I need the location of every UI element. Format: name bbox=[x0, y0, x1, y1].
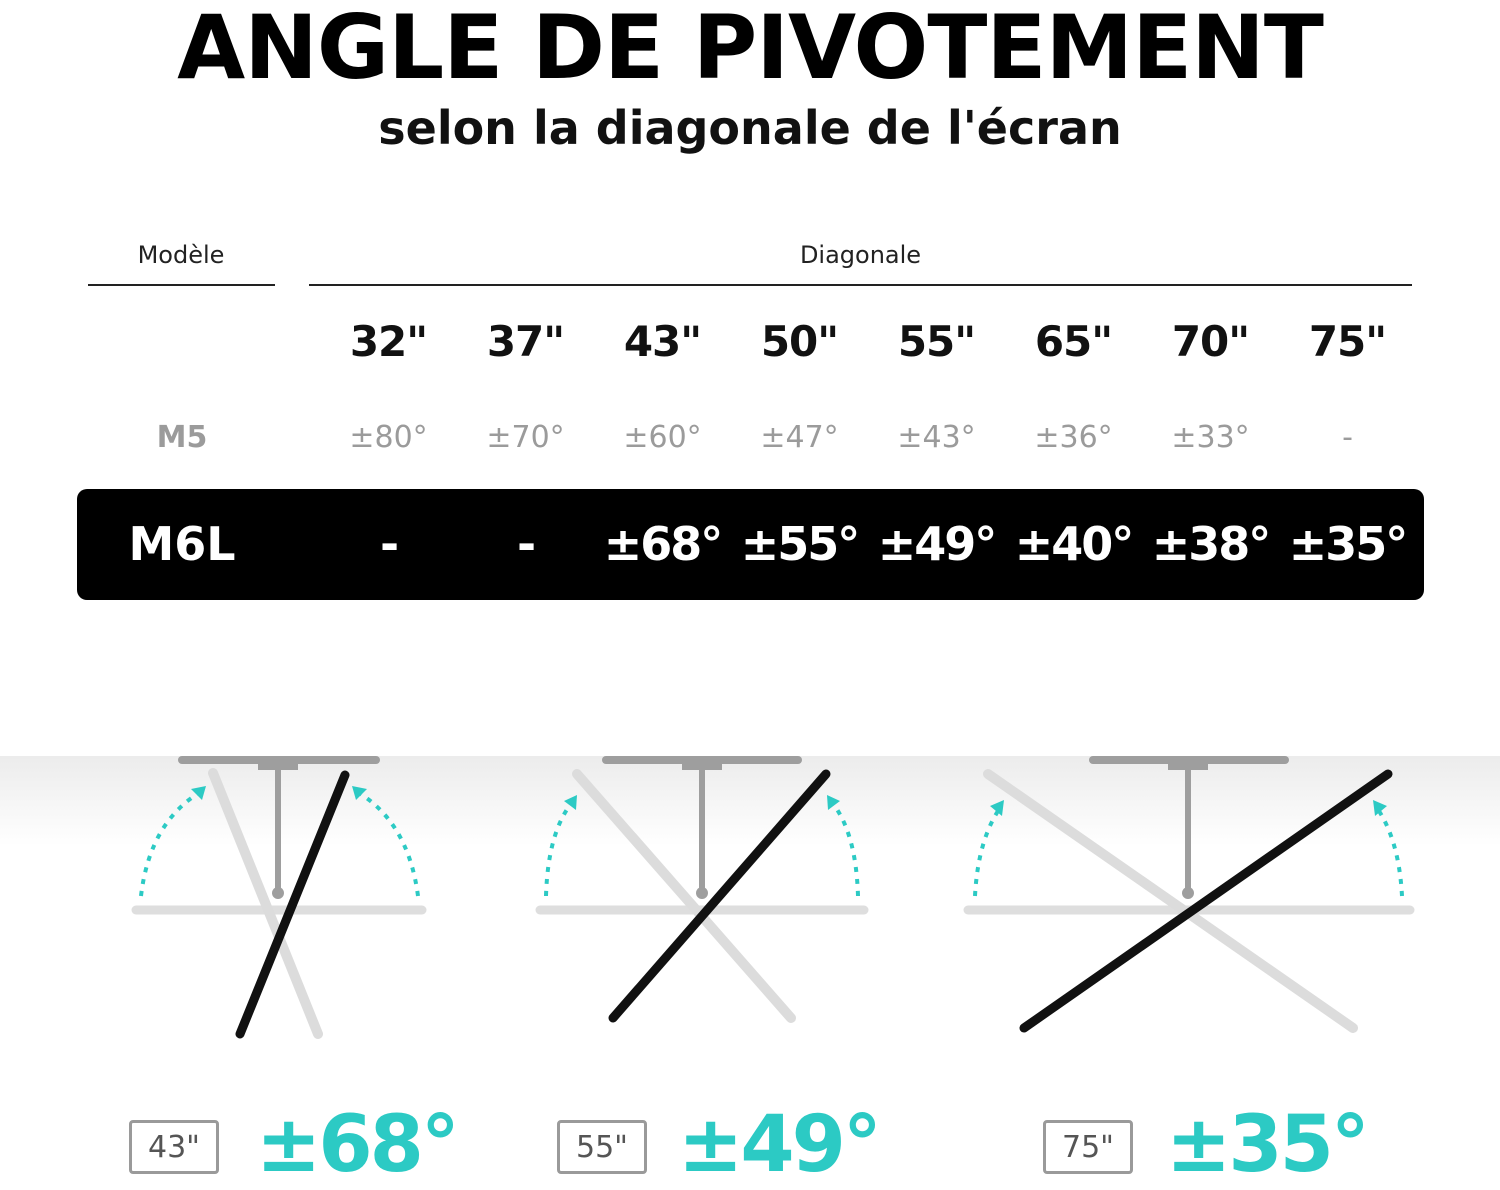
page-title: ANGLE DE PIVOTEMENT bbox=[177, 0, 1323, 99]
rotation-arrowhead-left bbox=[191, 786, 206, 800]
rotation-arrowhead-right bbox=[827, 795, 840, 810]
screen-rotated-position bbox=[613, 774, 826, 1018]
diagonal-size: 32" bbox=[349, 317, 428, 366]
diagonal-size: 55" bbox=[897, 317, 976, 366]
diagonal-size: 65" bbox=[1034, 317, 1113, 366]
rotation-arc-right bbox=[354, 790, 418, 896]
pivot-diagram-55 bbox=[540, 760, 864, 1018]
pivot-angle-value: ±35° bbox=[1166, 1100, 1367, 1190]
angle-cell: - bbox=[516, 517, 535, 571]
angle-cell: ±68° bbox=[603, 517, 722, 571]
angle-cell: ±80° bbox=[349, 420, 428, 455]
model-column-header: Modèle bbox=[137, 241, 225, 269]
rotation-arc-left bbox=[546, 800, 574, 896]
diagonal-size: 43" bbox=[623, 317, 702, 366]
angle-cell: ±36° bbox=[1034, 420, 1113, 455]
screen-ghost-position bbox=[988, 774, 1353, 1028]
angle-cell: ±33° bbox=[1171, 420, 1250, 455]
model-label: M5 bbox=[156, 420, 208, 455]
rotation-arc-left bbox=[975, 808, 1000, 896]
angle-cell: - bbox=[379, 517, 398, 571]
diagonal-size: 75" bbox=[1308, 317, 1387, 366]
angle-cell: ±40° bbox=[1014, 517, 1133, 571]
pivot-joint bbox=[272, 887, 284, 899]
angle-cell: - bbox=[1342, 420, 1353, 455]
screen-rotated-position bbox=[1024, 774, 1388, 1028]
angle-cell: ±47° bbox=[760, 420, 839, 455]
screen-rotated-position bbox=[240, 775, 345, 1034]
angle-cell: ±43° bbox=[897, 420, 976, 455]
pivot-joint bbox=[696, 887, 708, 899]
angle-cell: ±60° bbox=[623, 420, 702, 455]
pivot-angle-value: ±49° bbox=[678, 1100, 879, 1190]
rotation-arc-left bbox=[141, 790, 204, 896]
pivot-diagram-43 bbox=[136, 760, 422, 1034]
rotation-arc-right bbox=[1377, 808, 1402, 896]
model-label: M6L bbox=[128, 517, 236, 571]
diagonal-size: 50" bbox=[760, 317, 839, 366]
angle-cell: ±38° bbox=[1151, 517, 1270, 571]
diagonal-badge: 75" bbox=[1043, 1120, 1133, 1174]
pivot-diagram-75 bbox=[968, 760, 1410, 1028]
diagonal-badge: 55" bbox=[557, 1120, 647, 1174]
diagonal-badge: 43" bbox=[129, 1120, 219, 1174]
pivot-angle-value: ±68° bbox=[256, 1100, 457, 1190]
rotation-arc-right bbox=[830, 800, 858, 896]
diagonal-size: 70" bbox=[1171, 317, 1250, 366]
angle-cell: ±70° bbox=[486, 420, 565, 455]
diagonal-size: 37" bbox=[486, 317, 565, 366]
angle-cell: ±49° bbox=[877, 517, 996, 571]
angle-cell: ±35° bbox=[1288, 517, 1407, 571]
screen-ghost-position bbox=[577, 774, 791, 1018]
rotation-arrowhead-right bbox=[352, 786, 367, 800]
screen-ghost-position bbox=[213, 773, 318, 1034]
page-subtitle: selon la diagonale de l'écran bbox=[378, 101, 1122, 155]
pivot-joint bbox=[1182, 887, 1194, 899]
diagonal-column-header: Diagonale bbox=[799, 241, 922, 269]
angle-cell: ±55° bbox=[740, 517, 859, 571]
rotation-arrowhead-left bbox=[564, 795, 577, 810]
